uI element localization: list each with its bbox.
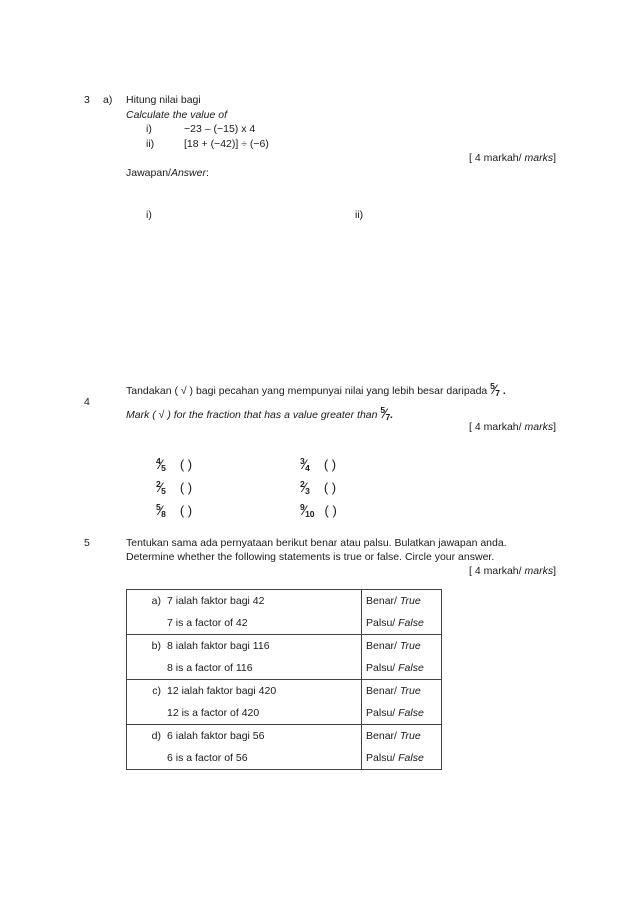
question-5-instruction-ms: Tentukan sama ada pernyataan berikut benar atau palsu. Bulatkan jawapan anda. bbox=[126, 537, 507, 549]
question-3-answer-label: Jawapan/Answer: bbox=[126, 167, 209, 179]
question-5-instruction-en: Determine whether the following statements is true or false. Circle your answer. bbox=[126, 551, 495, 563]
fraction-option: $^4⁄_5$ ( ) bbox=[156, 456, 193, 473]
statement-label: d) bbox=[151, 730, 161, 742]
true-option[interactable]: Benar/ True bbox=[366, 640, 421, 652]
fraction-option: $^3⁄_4$ ( ) bbox=[300, 456, 337, 473]
fraction-option: $^2⁄_3$ ( ) bbox=[300, 479, 337, 496]
question-3-instruction-en: Calculate the value of bbox=[126, 109, 227, 121]
fraction-option: $^2⁄_5$ ( ) bbox=[156, 479, 193, 496]
statement-ms: 8 ialah faktor bagi 116 bbox=[167, 640, 270, 652]
table-row bbox=[127, 590, 442, 635]
checkbox-parentheses[interactable]: ( ) bbox=[179, 457, 193, 472]
statement-en: 6 is a factor of 56 bbox=[167, 752, 248, 764]
false-option[interactable]: Palsu/ False bbox=[366, 662, 424, 674]
question-3-item-label: i) bbox=[146, 123, 152, 135]
statement-ms: 6 ialah faktor bagi 56 bbox=[167, 730, 265, 742]
table-row bbox=[127, 680, 442, 725]
false-option[interactable]: Palsu/ False bbox=[366, 617, 424, 629]
question-3-answer-space-i-label: i) bbox=[146, 209, 152, 221]
true-option[interactable]: Benar/ True bbox=[366, 730, 421, 742]
question-3-item-label: ii) bbox=[146, 138, 155, 150]
question-4-number: 4 bbox=[84, 396, 90, 408]
checkbox-parentheses[interactable]: ( ) bbox=[179, 503, 193, 518]
reference-fraction: $^5⁄_7$ bbox=[490, 381, 500, 398]
statement-ms: 7 ialah faktor bagi 42 bbox=[167, 595, 265, 607]
false-option[interactable]: Palsu/ False bbox=[366, 752, 424, 764]
statement-en: 7 is a factor of 42 bbox=[167, 617, 248, 629]
question-3-number: 3 bbox=[84, 94, 90, 106]
false-option[interactable]: Palsu/ False bbox=[366, 707, 424, 719]
statement-ms: 12 ialah faktor bagi 420 bbox=[167, 685, 277, 697]
statement-label: a) bbox=[151, 595, 161, 607]
question-4-marks: [ 4 markah/ marks] bbox=[469, 421, 556, 433]
reference-fraction: $^5⁄_7$ bbox=[380, 405, 391, 422]
fraction-option: $^9⁄_{10}$ ( ) bbox=[300, 502, 337, 519]
statement-label: c) bbox=[152, 685, 161, 697]
checkbox-parentheses[interactable]: ( ) bbox=[323, 480, 337, 495]
question-3-item-expression: −23 – (−15) x 4 bbox=[184, 123, 256, 135]
statement-label: b) bbox=[151, 640, 161, 652]
true-option[interactable]: Benar/ True bbox=[366, 685, 421, 697]
checkbox-parentheses[interactable]: ( ) bbox=[179, 480, 193, 495]
question-4-instruction-ms: Tandakan ( √ ) bagi pecahan yang mempunyai nilai yang lebih besar daripada $^5⁄_7$ . bbox=[126, 381, 506, 398]
table-row bbox=[127, 725, 442, 770]
question-3-item-expression: [18 + (−42)] ÷ (−6) bbox=[184, 138, 269, 150]
true-false-table bbox=[126, 589, 442, 770]
question-5-marks: [ 4 markah/ marks] bbox=[469, 565, 556, 577]
table-row bbox=[127, 635, 442, 680]
checkbox-parentheses[interactable]: ( ) bbox=[324, 503, 337, 518]
question-3-answer-space-ii-label: ii) bbox=[355, 209, 364, 221]
question-3-part-label: a) bbox=[103, 94, 113, 106]
question-3-instruction-ms: Hitung nilai bagi bbox=[126, 94, 201, 106]
fraction-option: $^5⁄_8$ ( ) bbox=[156, 502, 193, 519]
question-4-instruction-en: Mark ( √ ) for the fraction that has a value greater than $^5⁄_7$. bbox=[126, 405, 394, 422]
statement-en: 8 is a factor of 116 bbox=[167, 662, 253, 674]
statement-en: 12 is a factor of 420 bbox=[167, 707, 260, 719]
question-5-number: 5 bbox=[84, 537, 90, 549]
true-option[interactable]: Benar/ True bbox=[366, 595, 421, 607]
question-3-marks: [ 4 markah/ marks] bbox=[469, 152, 556, 164]
checkbox-parentheses[interactable]: ( ) bbox=[323, 457, 337, 472]
